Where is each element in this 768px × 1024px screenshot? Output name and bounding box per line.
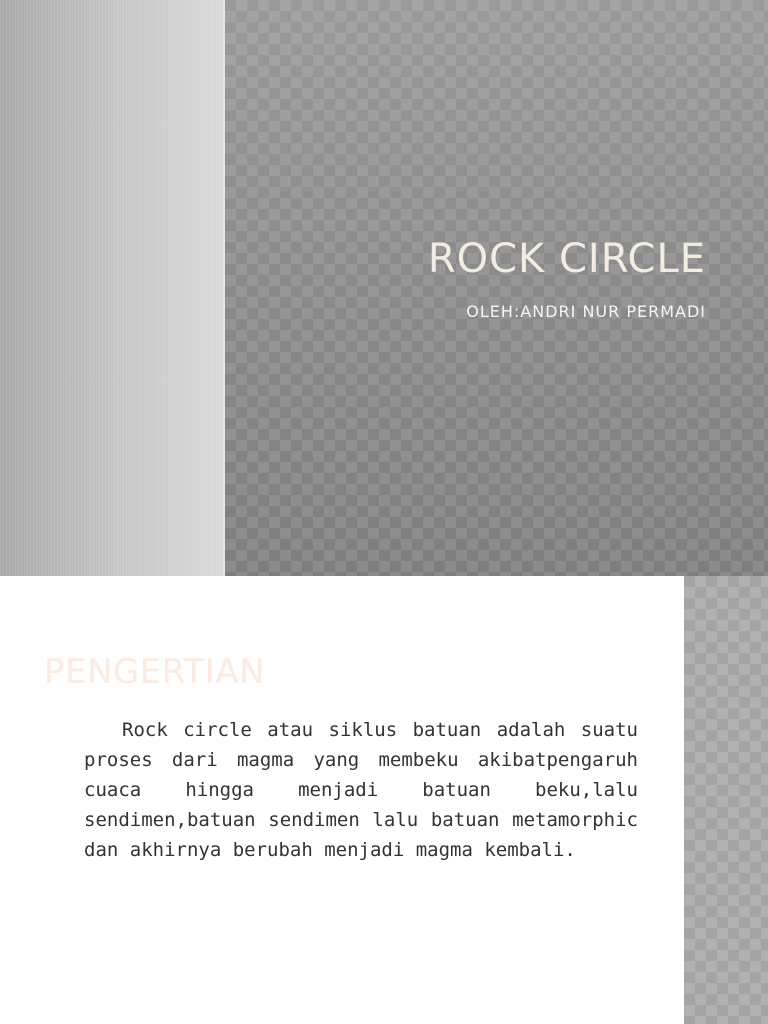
- slide-subtitle: OLEH:ANDRI NUR PERMADI: [466, 302, 706, 321]
- right-pattern-panel: [225, 0, 768, 576]
- body-paragraph: Rock circle atau siklus batuan adalah suatu proses dari magma yang membeku akibatpengaruh cuaca hingga menjadi batuan beku,lalu sendimen,batuan sendimen lalu batuan metamorphic dan akhirnya berubah menjadi magma kembali.: [84, 719, 638, 861]
- slide-title: ROCK CIRCLE: [427, 236, 706, 282]
- section-heading: PENGERTIAN: [44, 652, 265, 692]
- content-slide: [0, 576, 768, 1024]
- right-pattern-strip: [684, 576, 768, 1024]
- left-gradient-panel: [0, 0, 223, 576]
